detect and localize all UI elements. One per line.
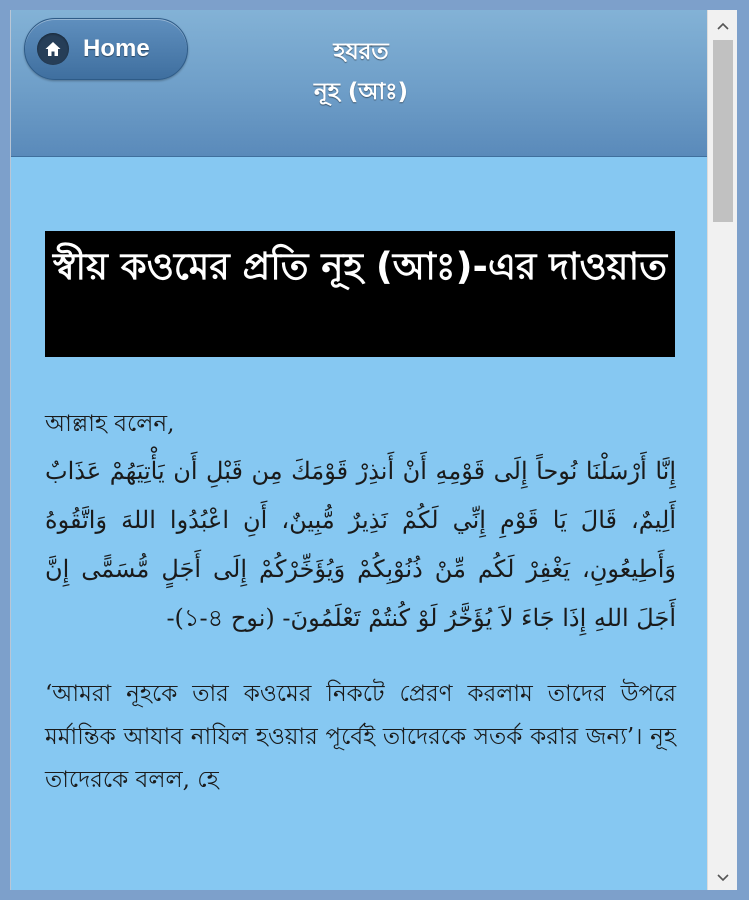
main-content [11,157,707,802]
section-heading: স্বীয় কওমের প্রতি নূহ (আঃ)-এর দাওয়াত [45,231,675,357]
vertical-scrollbar[interactable] [707,10,737,890]
page-title-line-1: হযরত [333,39,389,65]
home-button-label: Home [83,35,150,62]
scroll-thumb[interactable] [713,40,733,222]
app-frame [10,10,737,890]
scroll-up-button[interactable] [708,10,737,38]
home-icon [37,33,69,65]
intro-text: আল্লাহ বলেন, [45,411,175,437]
chevron-down-icon [717,867,729,886]
chevron-up-icon [717,15,729,34]
scroll-down-button[interactable] [708,862,737,890]
page-title [251,32,471,112]
header-bar [11,10,707,157]
page-title-line-2: নূহ (আঃ) [314,79,408,105]
home-button[interactable] [24,18,188,80]
arabic-verse: إِنَّا أَرْسَلْنَا نُوحاً إِلَى قَوْمِهِ أَنْ أَنذِرْ قَوْمَكَ مِن قَبْلِ أَن يَأْتِيَهُمْ عَذَابٌ أَلِيمٌ، قَالَ يَا قَوْمِ إِنِّي لَكُمْ نَذِيرٌ مُّبِينٌ، أَنِ اعْبُدُوا اللهَ وَاتَّقُوهُ وَأَطِيعُونِ، يَغْفِرْ لَكُم مِّنْ ذُنُوْبِكُمْ وَيُؤَخِّرْكُمْ إِلَى أَجَلٍ مُّسَمًّى إِنَّ أَجَلَ اللهِ إِذَا جَاءَ لاَ يُؤَخَّرُ لَوْ كُنتُمْ تَعْلَمُونَ- (نوح ১-৪)- [45,457,676,632]
translation-paragraph: ‘আমরা নূহকে তার কওমের নিকটে প্রেরণ করলাম তাদের উপরে মর্মান্তিক আযাব নাযিল হওয়ার পূর্বেই তাদেরকে সতর্ক করার জন্য’। নূহ তাদেরকে বলল, হে [45,681,676,793]
